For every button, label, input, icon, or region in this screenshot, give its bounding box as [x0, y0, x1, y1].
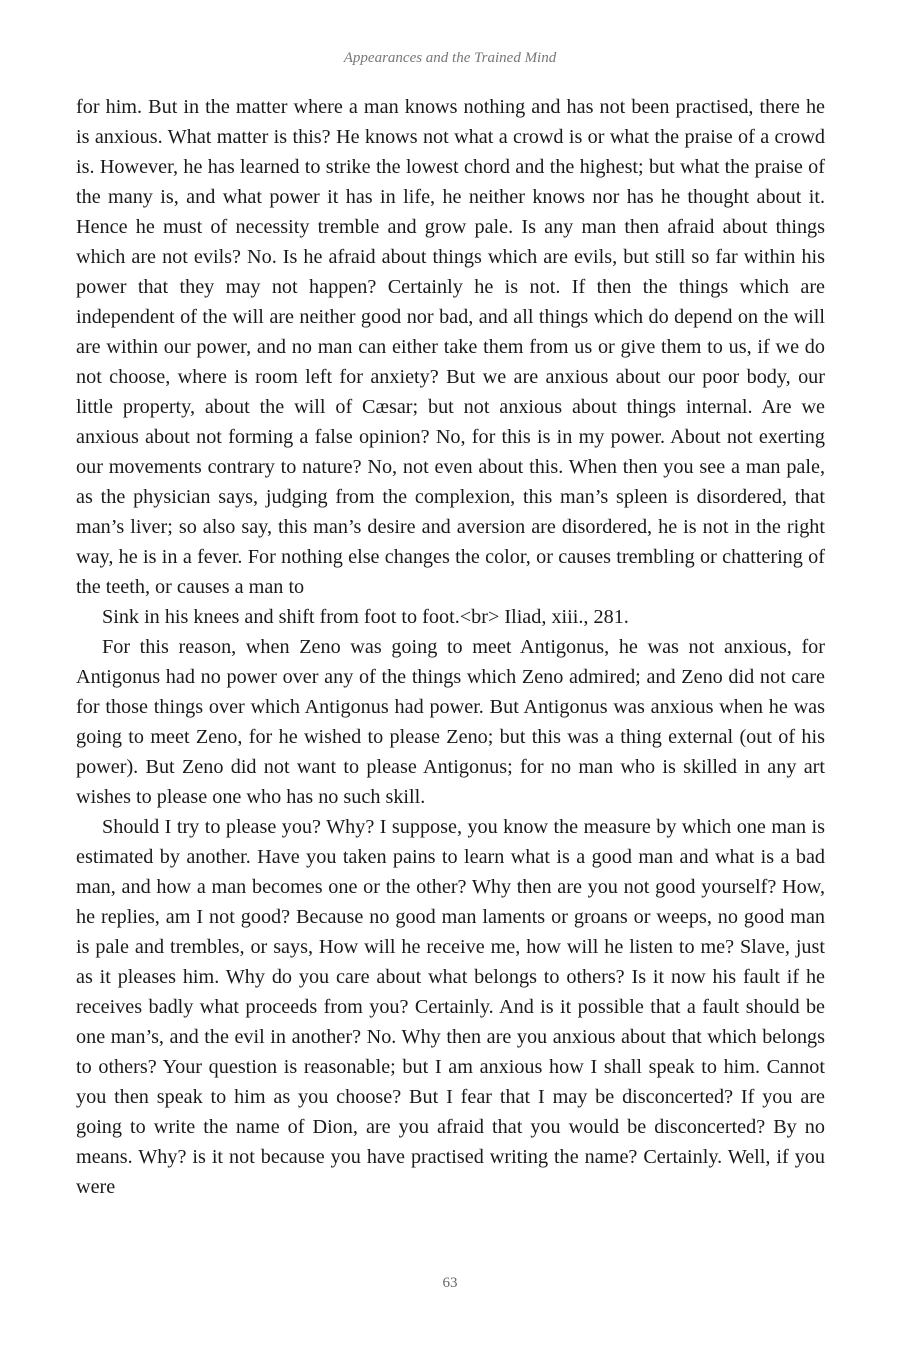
verse-quotation: Sink in his knees and shift from foot to foot.<br> Iliad, xiii., 281. — [102, 606, 629, 628]
body-text — [76, 92, 825, 1202]
paragraph-continued: for him. But in the matter where a man knows nothing and has not been practised, there he is anxious. What matter is this? He knows not what a crowd is or what the praise of a crowd is. However, he has learned to strike the lowest chord and the highest; but what the praise of the many is, and what power it has in life, he neither knows nor has he thought about it. Hence he must of necessity tremble and grow pale. Is any man then afraid about things which are not evils? No. Is he afraid about things which are evils, but still so far within his power that they may not happen? Certainly he is not. If then the things which are independent of the will are neither good nor bad, and all things which do depend on the will are within our power, and no man can either take them from us or give them to us, if we do not choose, where is room left for anxiety? But we are anxious about our poor body, our little property, about the will of Cæsar; but not anxious about things internal. Are we anxious about not forming a false opinion? No, for this is in my power. About not exerting our movements contrary to nature? No, not even about this. When then you see a man pale, as the physician says, judging from the complexion, this man’s spleen is disordered, that man’s liver; so also say, this man’s desire and aversion are disordered, he is not in the right way, he is in a fever. For nothing else changes the color, or causes trembling or chattering of the teeth, or causes a man to — [76, 96, 825, 598]
running-title: Appearances and the Trained Mind — [343, 50, 557, 66]
page-number: 63 — [442, 1275, 458, 1291]
paragraph: For this reason, when Zeno was going to meet Antigonus, he was not anxious, for Antigonus had no power over any of the things which Zeno admired; and Zeno did not care for those things over which Antigonus had power. But Antigonus was anxious when he was going to meet Zeno, for he wished to please Zeno; but this was a thing external (out of his power). But Zeno did not want to please Antigonus; for no man who is skilled in any art wishes to please one who has no such skill. — [76, 636, 825, 808]
paragraph: Should I try to please you? Why? I suppose, you know the measure by which one man is estimated by another. Have you taken pains to learn what is a good man and what is a bad man, and how a man becomes one or the other? Why then are you not good yourself? How, he replies, am I not good? Because no good man laments or groans or weeps, no good man is pale and trembles, or says, How will he receive me, how will he listen to me? Slave, just as it pleases him. Why do you care about what belongs to others? Is it now his fault if he receives badly what proceeds from you? Certainly. And is it possible that a fault should be one man’s, and the evil in another? No. Why then are you anxious about that which belongs to others? Your question is reasonable; but I am anxious how I shall speak to him. Cannot you then speak to him as you choose? But I fear that I may be disconcerted? If you are going to write the name of Dion, are you afraid that you would be disconcerted? By no means. Why? is it not because you have practised writing the name? Certainly. Well, if you were — [76, 816, 825, 1198]
